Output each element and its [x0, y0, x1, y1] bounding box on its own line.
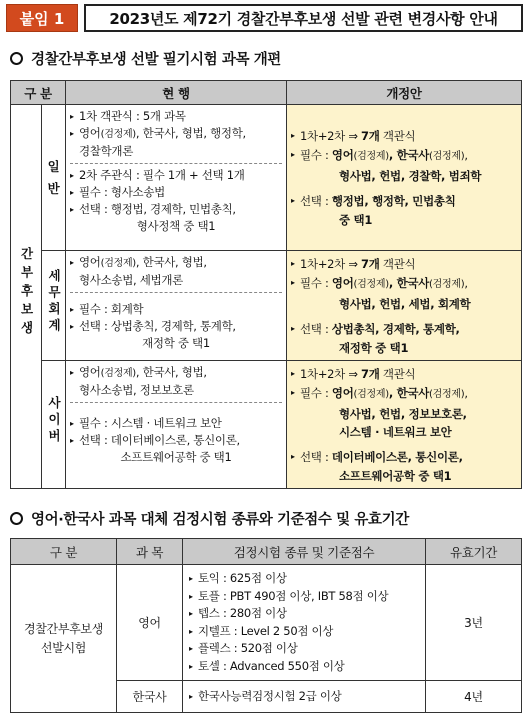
text: 시스템 · 네트워크 보안: [339, 425, 452, 439]
triangle-bullet-icon: ▸: [291, 388, 295, 397]
triangle-bullet-icon: ▸: [70, 436, 74, 445]
col-validity: 유효기간: [426, 539, 522, 565]
current-tax: [66, 251, 287, 361]
triangle-bullet-icon: ▸: [70, 188, 74, 197]
triangle-bullet-icon: ▸: [189, 661, 193, 671]
triangle-bullet-icon: ▸: [189, 591, 193, 601]
text: 형사소송법, 정보보호론: [79, 383, 194, 397]
triangle-bullet-icon: ▸: [291, 369, 295, 378]
text: 필수 : 영어(검정제), 한국사(검정제),: [300, 148, 468, 162]
document-title: 2023년도 제72기 경찰간부후보생 선발 관련 변경사항 안내: [84, 4, 523, 32]
text: 1차+2차 ⇒ 7개 객관식: [300, 129, 416, 143]
row-label-tax: [42, 251, 66, 361]
text: 필수 : 시스템 · 네트워크 보안: [79, 416, 222, 430]
text: 필수 : 영어(검정제), 한국사(검정제),: [300, 276, 468, 290]
text: 필수 : 회계학: [79, 302, 144, 316]
list-item: 토익 : 625점 이상: [198, 571, 287, 585]
current-cyber: [66, 361, 287, 489]
triangle-bullet-icon: ▸: [70, 258, 74, 267]
text: 영어(검정제), 한국사, 형법, 행정학,: [79, 126, 246, 140]
row-label-cyber: [42, 361, 66, 489]
cyber-label: 사이버: [46, 396, 62, 446]
text: 재정학 중 택1: [339, 341, 409, 355]
text: 소프트웨어공학 중 택1: [120, 450, 232, 464]
text: 선택 : 상법총칙, 경제학, 통계학,: [79, 319, 236, 333]
circle-bullet-icon: [10, 512, 23, 525]
triangle-bullet-icon: ▸: [291, 278, 295, 287]
triangle-bullet-icon: ▸: [291, 452, 295, 461]
text: 재정학 중 택1: [142, 336, 210, 350]
text: 1차+2차 ⇒ 7개 객관식: [300, 257, 416, 271]
subject-english: 영어: [117, 565, 183, 681]
triangle-bullet-icon: ▸: [70, 419, 74, 428]
attachment-badge: 붙임 1: [6, 4, 78, 32]
triangle-bullet-icon: ▸: [189, 626, 193, 636]
text: 소프트웨어공학 중 택1: [339, 469, 452, 483]
text: 영어(검정제), 한국사, 형법,: [79, 365, 207, 379]
current-general: [66, 105, 287, 251]
list-item: 지텔프 : Level 2 50점 이상: [198, 623, 334, 638]
triangle-bullet-icon: ▸: [70, 112, 74, 121]
text: 필수 : 영어(검정제), 한국사(검정제),: [300, 386, 468, 400]
list-item: 토셀 : Advanced 550점 이상: [198, 658, 345, 673]
proposed-cyber: [287, 361, 522, 489]
english-exams: [183, 565, 426, 681]
section2-title: 영어·한국사 과목 대체 검정시험 종류와 기준점수 및 유효기간: [31, 512, 409, 528]
text: 선택 : 데이터베이스론, 통신이론,: [79, 433, 240, 447]
circle-bullet-icon: [10, 52, 23, 65]
triangle-bullet-icon: ▸: [70, 322, 74, 331]
col-current: 현 행: [66, 81, 287, 105]
text: 선택 : 상법총칙, 경제학, 통계학,: [300, 322, 460, 336]
col-subject: 과 목: [117, 539, 183, 565]
triangle-bullet-icon: ▸: [291, 259, 295, 268]
list-item: 한국사능력검정시험 2급 이상: [198, 688, 342, 703]
general-label: 일반: [47, 158, 60, 196]
subject-reform-table: [10, 80, 522, 489]
col-gubun: 구 분: [11, 539, 117, 565]
text: 중 택1: [339, 213, 373, 227]
section1-heading: [10, 48, 281, 69]
group-label: [11, 105, 42, 489]
triangle-bullet-icon: ▸: [70, 129, 74, 138]
text: 형사법, 헌법, 세법, 회계학: [339, 297, 471, 311]
col-gubun: 구 분: [11, 81, 66, 105]
table-row-english: [11, 565, 522, 681]
text: 형사정책 중 택1: [136, 219, 216, 233]
text: 영어(검정제), 한국사, 형법,: [79, 255, 207, 269]
col-proposed: 개정안: [287, 81, 522, 105]
triangle-bullet-icon: ▸: [291, 324, 295, 333]
validity-history: 4년: [426, 681, 522, 713]
text: 2차 주관식 : 필수 1개 + 선택 1개: [79, 168, 245, 182]
section1-title: 경찰간부후보생 선발 필기시험 과목 개편: [31, 52, 281, 68]
group-label-text: 간부후보생: [19, 246, 34, 340]
text: 형사법, 헌법, 정보보호론,: [339, 407, 467, 421]
list-item: 플렉스 : 520점 이상: [198, 641, 298, 655]
text: 형사소송법, 세법개론: [79, 273, 183, 287]
tax-label: 세무회계: [46, 269, 62, 335]
triangle-bullet-icon: ▸: [291, 196, 295, 205]
text: 선택 : 데이터베이스론, 통신이론,: [300, 450, 463, 464]
triangle-bullet-icon: ▸: [189, 609, 193, 618]
list-item: 토플 : PBT 490점 이상, IBT 58점 이상: [198, 588, 389, 603]
text: 필수 : 형사소송법: [79, 185, 165, 199]
category-line: 선발시험: [40, 640, 87, 655]
triangle-bullet-icon: ▸: [70, 368, 74, 377]
triangle-bullet-icon: ▸: [189, 644, 193, 653]
triangle-bullet-icon: ▸: [70, 205, 74, 214]
table-row-general: [11, 105, 522, 251]
category-cell: [11, 565, 117, 713]
table-row-tax: [11, 251, 522, 361]
text: 선택 : 행정법, 행정학, 민법총칙: [300, 194, 456, 208]
triangle-bullet-icon: ▸: [70, 171, 74, 180]
table-header-row: [11, 81, 522, 105]
text: 경찰학개론: [79, 144, 134, 158]
history-exams: [183, 681, 426, 713]
text: 형사법, 헌법, 경찰학, 범죄학: [339, 169, 482, 183]
col-exams: 검정시험 종류 및 기준점수: [183, 539, 426, 565]
section2-heading: [10, 508, 409, 529]
exam-substitute-table: [10, 538, 522, 713]
text: 1차+2차 ⇒ 7개 객관식: [300, 367, 416, 381]
table-header-row: [11, 539, 522, 565]
title-bar: [6, 4, 523, 32]
triangle-bullet-icon: ▸: [291, 131, 295, 140]
table-row-cyber: [11, 361, 522, 489]
validity-english: 3년: [426, 565, 522, 681]
triangle-bullet-icon: ▸: [70, 305, 74, 314]
proposed-general: [287, 105, 522, 251]
text: 1차 객관식 : 5개 과목: [79, 109, 186, 123]
list-item: 텝스 : 280점 이상: [198, 606, 287, 620]
text: 선택 : 행정법, 경제학, 민법총칙,: [79, 202, 236, 216]
category-line: 경찰간부후보생: [23, 621, 104, 636]
triangle-bullet-icon: ▸: [291, 150, 295, 159]
triangle-bullet-icon: ▸: [189, 574, 193, 583]
subject-history: 한국사: [117, 681, 183, 713]
row-label-general: [42, 105, 66, 251]
triangle-bullet-icon: ▸: [189, 691, 193, 701]
proposed-tax: [287, 251, 522, 361]
